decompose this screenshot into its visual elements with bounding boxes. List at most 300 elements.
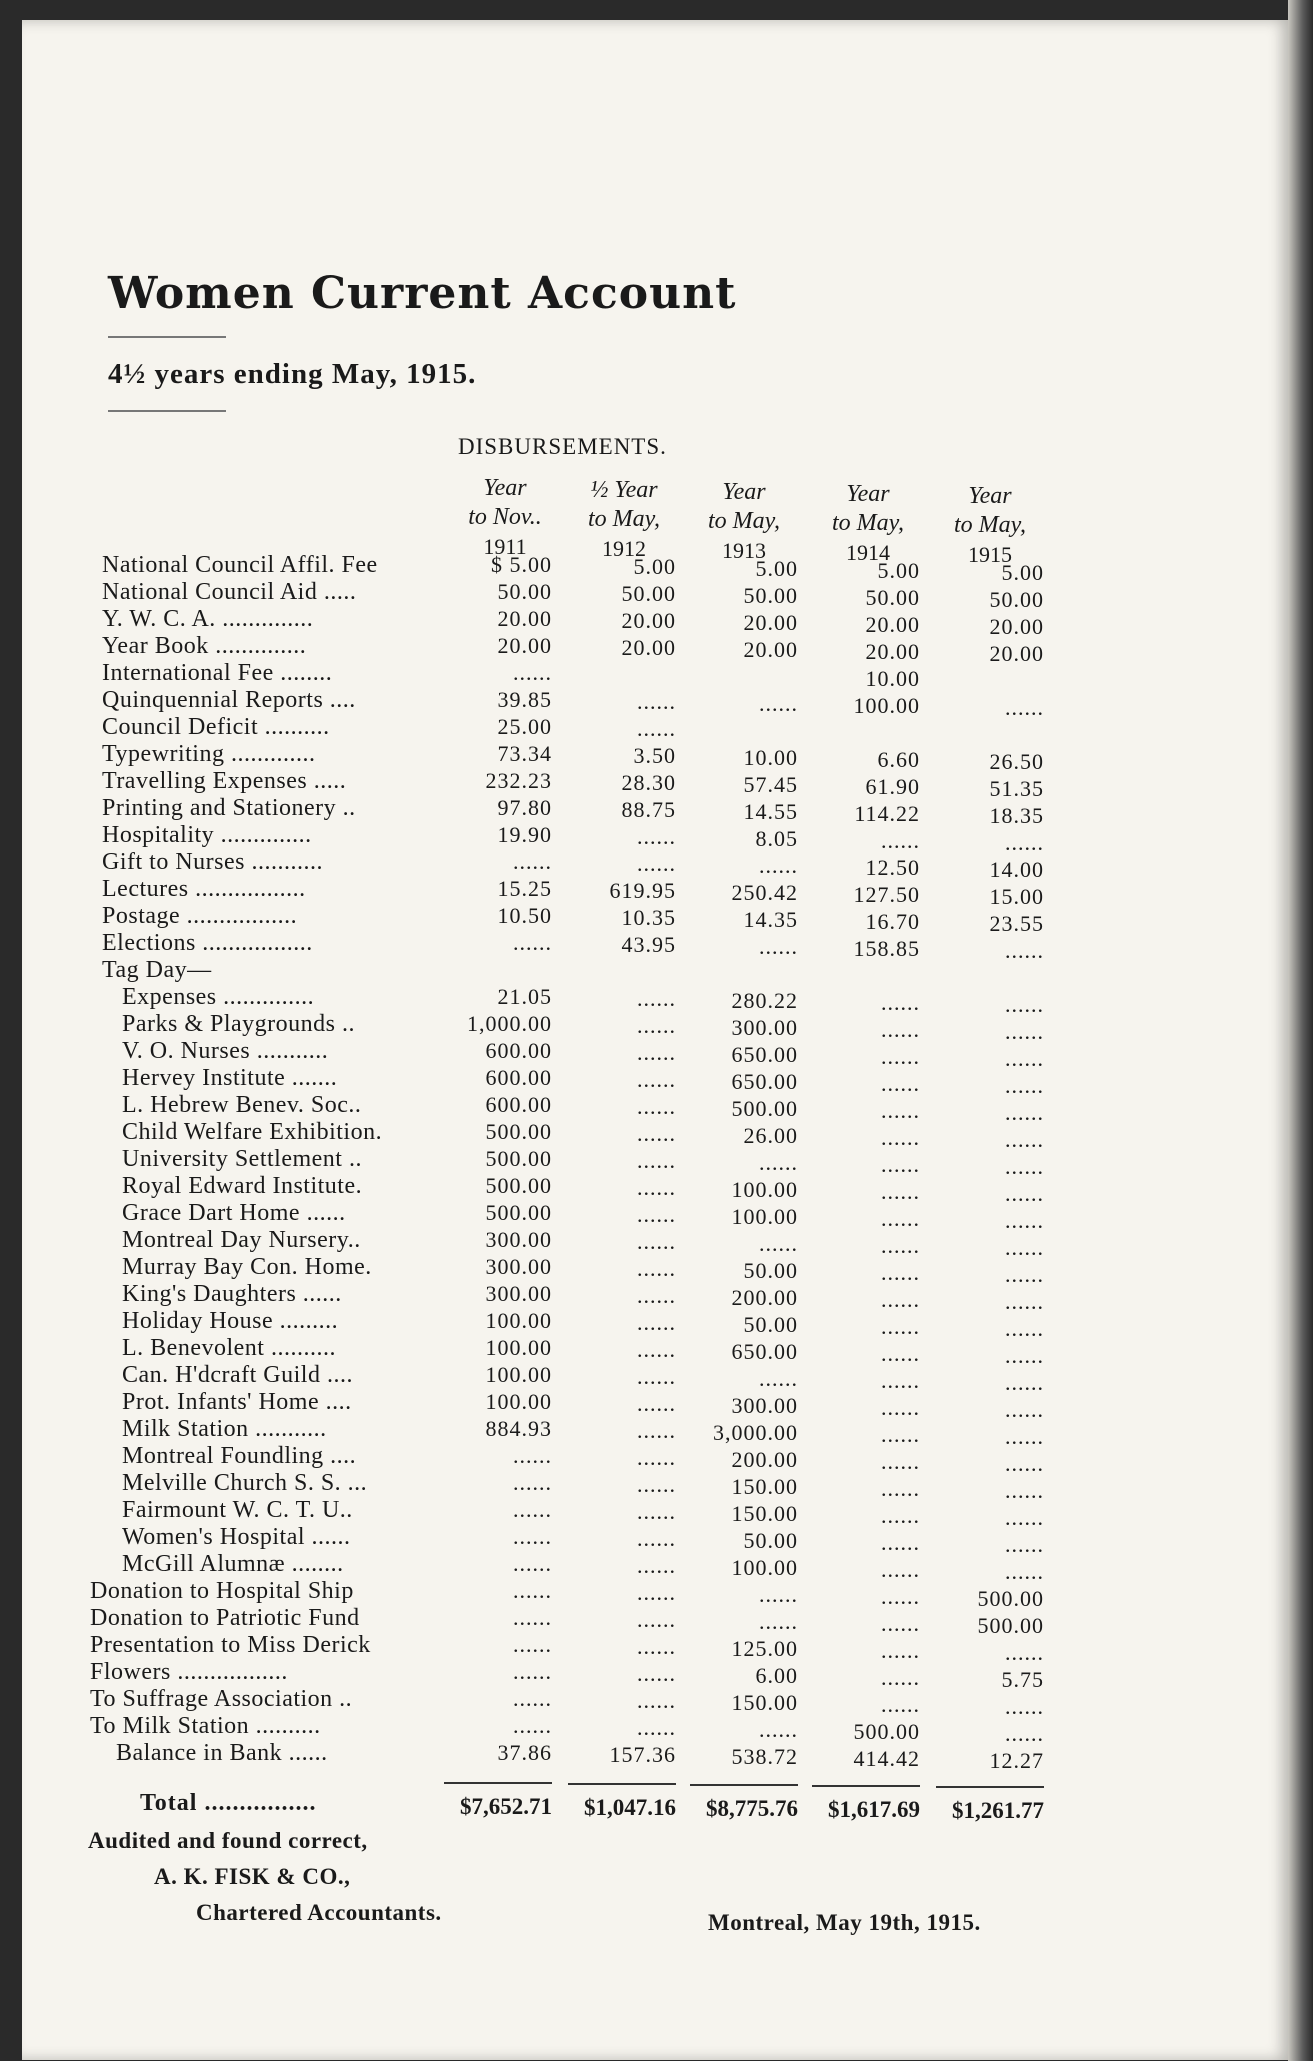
cell-value: 650.00 bbox=[731, 1069, 798, 1094]
page-title: Women Current Account bbox=[108, 268, 737, 319]
cell-value: 500.00 bbox=[485, 1119, 552, 1144]
cell-value: 884.93 bbox=[485, 1416, 552, 1441]
column-header-line2: to Nov.. bbox=[468, 504, 542, 530]
cell-value: 300.00 bbox=[485, 1281, 552, 1306]
place-and-date: Montreal, May 19th, 1915. bbox=[708, 1910, 981, 1935]
cell-value: 20.00 bbox=[743, 610, 798, 635]
table-row bbox=[22, 849, 1292, 882]
cell-value: 61.90 bbox=[865, 774, 920, 799]
cell-value: 157.36 bbox=[609, 1742, 676, 1767]
table-row bbox=[22, 1362, 1292, 1395]
cell-value: ...... bbox=[759, 1582, 798, 1607]
cell-value: 20.00 bbox=[989, 641, 1044, 666]
cell-value: ...... bbox=[637, 1229, 676, 1254]
row-label: Montreal Day Nursery.. bbox=[122, 1227, 361, 1253]
column-header-line1: Year bbox=[846, 481, 890, 507]
cell-value: 15.00 bbox=[989, 884, 1044, 909]
cell-value: ...... bbox=[1005, 1154, 1044, 1179]
cell-value: 6.00 bbox=[755, 1663, 798, 1688]
column-header-year: 1913 bbox=[722, 538, 766, 563]
table-row bbox=[22, 957, 1292, 984]
row-label: Donation to Patriotic Fund bbox=[90, 1605, 360, 1631]
cell-value: ...... bbox=[1005, 1316, 1044, 1341]
cell-value: 10.35 bbox=[621, 905, 676, 930]
row-label: Melville Church S. S. ... bbox=[122, 1470, 368, 1496]
cell-value: 100.00 bbox=[853, 693, 920, 718]
cell-value: 10.00 bbox=[865, 666, 920, 691]
table-row bbox=[22, 1146, 1292, 1179]
cell-value: ...... bbox=[881, 1692, 920, 1717]
cell-value: ...... bbox=[1005, 1451, 1044, 1476]
cell-value: 650.00 bbox=[731, 1339, 798, 1364]
cell-value: ...... bbox=[759, 1366, 798, 1391]
cell-value: ...... bbox=[881, 1422, 920, 1447]
cell-value: ...... bbox=[881, 1206, 920, 1231]
cell-value: ...... bbox=[759, 1231, 798, 1256]
cell-value: ...... bbox=[513, 1632, 552, 1657]
cell-value: 500.00 bbox=[853, 1719, 920, 1744]
cell-value: ...... bbox=[513, 1659, 552, 1684]
table-row bbox=[22, 714, 1292, 741]
table-row bbox=[22, 660, 1292, 691]
cell-value: 100.00 bbox=[485, 1335, 552, 1360]
cell-value: ...... bbox=[1005, 1640, 1044, 1665]
cell-value: ...... bbox=[637, 689, 676, 714]
row-label: Holiday House ......... bbox=[122, 1308, 339, 1334]
table-row bbox=[22, 687, 1292, 720]
table-row bbox=[22, 1686, 1292, 1719]
cell-value: 20.00 bbox=[743, 637, 798, 662]
cell-value: ...... bbox=[881, 990, 920, 1015]
table-row bbox=[22, 795, 1292, 828]
total-value: $1,617.69 bbox=[828, 1797, 920, 1822]
cell-value: 250.42 bbox=[731, 880, 798, 905]
cell-value: 150.00 bbox=[731, 1501, 798, 1526]
cell-value: ...... bbox=[637, 1499, 676, 1524]
cell-value: ...... bbox=[1005, 938, 1044, 963]
sum-rule bbox=[444, 1782, 552, 1784]
cell-value: ...... bbox=[1005, 1100, 1044, 1125]
row-label: Quinquennial Reports .... bbox=[102, 687, 356, 713]
cell-value: 500.00 bbox=[977, 1613, 1044, 1638]
cell-value: 50.00 bbox=[743, 583, 798, 608]
cell-value: ...... bbox=[513, 1470, 552, 1495]
cell-value: ...... bbox=[881, 1449, 920, 1474]
table-row bbox=[22, 1713, 1292, 1746]
row-label: To Milk Station .......... bbox=[90, 1713, 321, 1739]
cell-value: 37.86 bbox=[497, 1740, 552, 1765]
cell-value: 3.50 bbox=[633, 743, 676, 768]
cell-value: ...... bbox=[1005, 1262, 1044, 1287]
cell-value: 300.00 bbox=[731, 1393, 798, 1418]
cell-value: 50.00 bbox=[865, 585, 920, 610]
cell-value: ...... bbox=[881, 1152, 920, 1177]
cell-value: ...... bbox=[759, 853, 798, 878]
cell-value: ...... bbox=[1005, 1721, 1044, 1746]
total-label: Total ................ bbox=[140, 1790, 317, 1816]
row-label: King's Daughters ...... bbox=[122, 1281, 342, 1307]
column-header-line2: to May, bbox=[954, 512, 1026, 538]
cell-value: 18.35 bbox=[989, 803, 1044, 828]
cell-value: ...... bbox=[513, 1524, 552, 1549]
cell-value: 414.42 bbox=[853, 1746, 920, 1771]
cell-value: ...... bbox=[1005, 1397, 1044, 1422]
row-label: Murray Bay Con. Home. bbox=[122, 1254, 372, 1280]
cell-value: ...... bbox=[881, 1179, 920, 1204]
row-label: National Council Aid ..... bbox=[102, 579, 357, 605]
cell-value: ...... bbox=[1005, 1289, 1044, 1314]
cell-value: 73.34 bbox=[497, 741, 552, 766]
cell-value: 10.00 bbox=[743, 745, 798, 770]
cell-value: ...... bbox=[1005, 1019, 1044, 1044]
cell-value: ...... bbox=[881, 1368, 920, 1393]
cell-value: ...... bbox=[881, 1557, 920, 1582]
cell-value: 100.00 bbox=[485, 1308, 552, 1333]
cell-value: 232.23 bbox=[485, 768, 552, 793]
column-header-year: 1915 bbox=[968, 542, 1012, 567]
cell-value: 500.00 bbox=[485, 1146, 552, 1171]
cell-value: 15.25 bbox=[497, 876, 552, 901]
cell-value: 23.55 bbox=[989, 911, 1044, 936]
cell-value: 300.00 bbox=[731, 1015, 798, 1040]
cell-value: 20.00 bbox=[621, 608, 676, 633]
column-header-year: 1914 bbox=[846, 540, 890, 565]
cell-value: ...... bbox=[637, 1121, 676, 1146]
cell-value: ...... bbox=[637, 1148, 676, 1173]
cell-value: 21.05 bbox=[497, 984, 552, 1009]
cell-value: 650.00 bbox=[731, 1042, 798, 1067]
row-label: Travelling Expenses ..... bbox=[102, 768, 347, 794]
cell-value: ...... bbox=[1005, 1343, 1044, 1368]
row-label: Hervey Institute ....... bbox=[122, 1065, 338, 1091]
cell-value: 500.00 bbox=[977, 1586, 1044, 1611]
row-label: Lectures ................. bbox=[102, 876, 306, 902]
audit-statement: Audited and found correct, bbox=[88, 1828, 368, 1853]
row-label: Printing and Stationery .. bbox=[102, 795, 356, 821]
cell-value: ...... bbox=[1005, 1424, 1044, 1449]
cell-value: 26.00 bbox=[743, 1123, 798, 1148]
cell-value: 20.00 bbox=[865, 639, 920, 664]
row-label: McGill Alumnæ ........ bbox=[122, 1551, 344, 1577]
cell-value: ...... bbox=[637, 1310, 676, 1335]
cell-value: ...... bbox=[637, 1553, 676, 1578]
document-page bbox=[22, 20, 1292, 2060]
cell-value: ...... bbox=[637, 1472, 676, 1497]
column-header-line1: Year bbox=[483, 475, 527, 501]
cell-value: 50.00 bbox=[989, 587, 1044, 612]
cell-value: ...... bbox=[881, 1233, 920, 1258]
cell-value: 500.00 bbox=[485, 1173, 552, 1198]
table-row bbox=[22, 903, 1292, 936]
cell-value: ...... bbox=[881, 1260, 920, 1285]
cell-value: ...... bbox=[1005, 1046, 1044, 1071]
cell-value: 100.00 bbox=[485, 1389, 552, 1414]
row-label: Can. H'dcraft Guild .... bbox=[122, 1362, 353, 1388]
table-row bbox=[22, 1200, 1292, 1233]
cell-value: 3,000.00 bbox=[713, 1420, 798, 1445]
cell-value: ...... bbox=[1005, 1505, 1044, 1530]
cell-value: ...... bbox=[881, 1638, 920, 1663]
cell-value: ...... bbox=[513, 1713, 552, 1738]
cell-value: ...... bbox=[881, 1341, 920, 1366]
cell-value: ...... bbox=[759, 691, 798, 716]
cell-value: 16.70 bbox=[865, 909, 920, 934]
table-row bbox=[22, 633, 1292, 666]
cell-value: ...... bbox=[881, 1611, 920, 1636]
cell-value: 6.60 bbox=[877, 747, 920, 772]
sum-rule bbox=[812, 1785, 920, 1787]
cell-value: ...... bbox=[1005, 1532, 1044, 1557]
row-label: L. Benevolent .......... bbox=[122, 1335, 336, 1361]
cell-value: 14.55 bbox=[743, 799, 798, 824]
column-header-line1: Year bbox=[722, 479, 766, 505]
table-row bbox=[22, 606, 1292, 639]
row-label: International Fee ........ bbox=[102, 660, 333, 686]
row-label: Tag Day— bbox=[102, 957, 212, 983]
row-label: Hospitality .............. bbox=[102, 822, 312, 848]
total-value: $1,261.77 bbox=[952, 1798, 1044, 1823]
cell-value: 5.00 bbox=[633, 554, 676, 579]
row-label: Council Deficit .......... bbox=[102, 714, 330, 740]
cell-value: ...... bbox=[1005, 1478, 1044, 1503]
cell-value: ...... bbox=[759, 1150, 798, 1175]
cell-value: ...... bbox=[1005, 1370, 1044, 1395]
cell-value: 10.50 bbox=[497, 903, 552, 928]
cell-value: ...... bbox=[881, 828, 920, 853]
cell-value: ...... bbox=[637, 1067, 676, 1092]
table-row bbox=[22, 1119, 1292, 1152]
cell-value: ...... bbox=[637, 824, 676, 849]
column-header-line1: Year bbox=[968, 483, 1012, 509]
auditor-title: Chartered Accountants. bbox=[196, 1900, 442, 1925]
cell-value: ...... bbox=[637, 1094, 676, 1119]
column-header-line2: to May, bbox=[588, 506, 660, 532]
column-header-line2: to May, bbox=[708, 508, 780, 534]
sum-rule bbox=[936, 1786, 1044, 1788]
cell-value: 5.00 bbox=[1001, 560, 1044, 585]
row-label: Postage ................. bbox=[102, 903, 298, 929]
cell-value: ...... bbox=[759, 1717, 798, 1742]
table-row bbox=[22, 1524, 1292, 1557]
cell-value: ...... bbox=[513, 660, 552, 685]
cell-value: ...... bbox=[1005, 1073, 1044, 1098]
row-label: Year Book .............. bbox=[102, 633, 307, 659]
cell-value: ...... bbox=[637, 1013, 676, 1038]
cell-value: ...... bbox=[637, 1607, 676, 1632]
cell-value: ...... bbox=[637, 1634, 676, 1659]
row-label: Fairmount W. C. T. U.. bbox=[122, 1497, 353, 1523]
row-label: Parks & Playgrounds .. bbox=[122, 1011, 355, 1037]
table-row bbox=[22, 1443, 1292, 1476]
cell-value: 50.00 bbox=[497, 579, 552, 604]
cell-value: ...... bbox=[881, 1287, 920, 1312]
cell-value: 20.00 bbox=[621, 635, 676, 660]
total-value: $1,047.16 bbox=[584, 1795, 676, 1820]
cell-value: ...... bbox=[881, 1098, 920, 1123]
table-row bbox=[22, 1632, 1292, 1665]
row-label: Flowers ................. bbox=[90, 1659, 288, 1685]
cell-value: 619.95 bbox=[609, 878, 676, 903]
cell-value: 114.22 bbox=[854, 801, 920, 826]
cell-value: ...... bbox=[637, 1337, 676, 1362]
cell-value: 200.00 bbox=[731, 1447, 798, 1472]
cell-value: ...... bbox=[881, 1530, 920, 1555]
cell-value: ...... bbox=[637, 1526, 676, 1551]
row-label: Elections ................. bbox=[102, 930, 313, 956]
cell-value: 600.00 bbox=[485, 1065, 552, 1090]
row-label: Child Welfare Exhibition. bbox=[122, 1119, 383, 1145]
cell-value: ...... bbox=[637, 851, 676, 876]
cell-value: 127.50 bbox=[853, 882, 920, 907]
table-row bbox=[22, 1578, 1292, 1611]
cell-value: 20.00 bbox=[497, 633, 552, 658]
cell-value: ...... bbox=[759, 1609, 798, 1634]
cell-value: ...... bbox=[637, 986, 676, 1011]
table-row bbox=[22, 552, 1292, 585]
cell-value: 39.85 bbox=[497, 687, 552, 712]
table-row bbox=[22, 1173, 1292, 1206]
row-label: Balance in Bank ...... bbox=[116, 1740, 328, 1766]
cell-value: 1,000.00 bbox=[467, 1011, 552, 1036]
sum-rule bbox=[690, 1784, 798, 1786]
cell-value: ...... bbox=[637, 1175, 676, 1200]
table-row bbox=[22, 1551, 1292, 1584]
cell-value: ...... bbox=[637, 1688, 676, 1713]
column-header bbox=[564, 476, 684, 563]
table-row bbox=[22, 1740, 1292, 1773]
cell-value: 538.72 bbox=[731, 1744, 798, 1769]
cell-value: ...... bbox=[759, 934, 798, 959]
row-label: Prot. Infants' Home .... bbox=[122, 1389, 352, 1415]
cell-value: ...... bbox=[513, 1605, 552, 1630]
cell-value: 20.00 bbox=[865, 612, 920, 637]
cell-value: ...... bbox=[637, 1418, 676, 1443]
column-header bbox=[445, 474, 565, 561]
table-row bbox=[22, 1092, 1292, 1125]
table-row bbox=[22, 768, 1292, 801]
total-value: $7,652.71 bbox=[460, 1794, 552, 1819]
binding-edge bbox=[1288, 0, 1313, 2061]
table-row bbox=[22, 1065, 1292, 1098]
cell-value: ...... bbox=[637, 1202, 676, 1227]
cell-value: ...... bbox=[881, 1071, 920, 1096]
cell-value: 300.00 bbox=[485, 1227, 552, 1252]
cell-value: ...... bbox=[1005, 1235, 1044, 1260]
cell-value: 25.00 bbox=[497, 714, 552, 739]
table-row bbox=[22, 1011, 1292, 1044]
cell-value: 57.45 bbox=[743, 772, 798, 797]
cell-value: 100.00 bbox=[731, 1204, 798, 1229]
table-row bbox=[22, 579, 1292, 612]
table-row bbox=[22, 741, 1292, 774]
cell-value: ...... bbox=[881, 1044, 920, 1069]
cell-value: ...... bbox=[637, 1040, 676, 1065]
cell-value: 150.00 bbox=[731, 1690, 798, 1715]
row-label: Typewriting ............. bbox=[102, 741, 316, 767]
cell-value: 26.50 bbox=[989, 749, 1044, 774]
table-row bbox=[22, 1227, 1292, 1260]
cell-value: ...... bbox=[637, 1391, 676, 1416]
cell-value: ...... bbox=[881, 1476, 920, 1501]
cell-value: ...... bbox=[513, 930, 552, 955]
cell-value: 50.00 bbox=[743, 1528, 798, 1553]
cell-value: 20.00 bbox=[497, 606, 552, 631]
row-label: Women's Hospital ...... bbox=[122, 1524, 351, 1550]
cell-value: 100.00 bbox=[731, 1555, 798, 1580]
cell-value: 50.00 bbox=[621, 581, 676, 606]
table-row bbox=[22, 822, 1292, 855]
column-header-year: 1912 bbox=[602, 536, 646, 561]
table-row bbox=[22, 876, 1292, 909]
row-label: Milk Station ........... bbox=[122, 1416, 327, 1442]
cell-value: 5.75 bbox=[1001, 1667, 1044, 1692]
cell-value: ...... bbox=[513, 1578, 552, 1603]
total-value: $8,775.76 bbox=[706, 1796, 798, 1821]
cell-value: 100.00 bbox=[485, 1362, 552, 1387]
row-label: Royal Edward Institute. bbox=[122, 1173, 363, 1199]
cell-value: ...... bbox=[1005, 830, 1044, 855]
cell-value: 14.35 bbox=[743, 907, 798, 932]
cell-value: 50.00 bbox=[743, 1258, 798, 1283]
cell-value: 20.00 bbox=[989, 614, 1044, 639]
cell-value: 51.35 bbox=[989, 776, 1044, 801]
cell-value: ...... bbox=[881, 1125, 920, 1150]
cell-value: ...... bbox=[513, 1497, 552, 1522]
cell-value: ...... bbox=[1005, 1127, 1044, 1152]
cell-value: 300.00 bbox=[485, 1254, 552, 1279]
cell-value: ...... bbox=[637, 1445, 676, 1470]
cell-value: ...... bbox=[513, 849, 552, 874]
cell-value: ...... bbox=[1005, 1208, 1044, 1233]
table-row bbox=[22, 984, 1292, 1017]
row-label: L. Hebrew Benev. Soc.. bbox=[122, 1092, 362, 1118]
cell-value: 600.00 bbox=[485, 1038, 552, 1063]
auditor-firm: A. K. FISK & CO., bbox=[154, 1864, 351, 1889]
column-header-line1: ½ Year bbox=[590, 477, 658, 503]
cell-value: ...... bbox=[1005, 1694, 1044, 1719]
title-rule bbox=[108, 336, 226, 338]
table-row bbox=[22, 1281, 1292, 1314]
cell-value: ...... bbox=[881, 1665, 920, 1690]
cell-value: 50.00 bbox=[743, 1312, 798, 1337]
cell-value: 125.00 bbox=[731, 1636, 798, 1661]
cell-value: 500.00 bbox=[731, 1096, 798, 1121]
cell-value: 158.85 bbox=[853, 936, 920, 961]
cell-value: ...... bbox=[637, 1283, 676, 1308]
cell-value: 5.00 bbox=[877, 558, 920, 583]
cell-value: ...... bbox=[637, 1580, 676, 1605]
row-label: V. O. Nurses ........... bbox=[122, 1038, 329, 1064]
cell-value: ...... bbox=[637, 1661, 676, 1686]
cell-value: ...... bbox=[1005, 695, 1044, 720]
row-label: Gift to Nurses ........... bbox=[102, 849, 323, 875]
table-row bbox=[22, 1605, 1292, 1638]
row-label: Y. W. C. A. .............. bbox=[102, 606, 314, 632]
table-row bbox=[22, 1659, 1292, 1692]
cell-value: 100.00 bbox=[731, 1177, 798, 1202]
cell-value: ...... bbox=[637, 1715, 676, 1740]
row-label: University Settlement .. bbox=[122, 1146, 362, 1172]
cell-value: ...... bbox=[1005, 1181, 1044, 1206]
row-label: Grace Dart Home ...... bbox=[122, 1200, 346, 1226]
table-row bbox=[22, 1470, 1292, 1503]
cell-value: ...... bbox=[881, 1314, 920, 1339]
cell-value: ...... bbox=[1005, 1559, 1044, 1584]
column-header-year: 1911 bbox=[483, 534, 527, 559]
cell-value: ...... bbox=[513, 1443, 552, 1468]
cell-value: 28.30 bbox=[621, 770, 676, 795]
cell-value: ...... bbox=[513, 1686, 552, 1711]
